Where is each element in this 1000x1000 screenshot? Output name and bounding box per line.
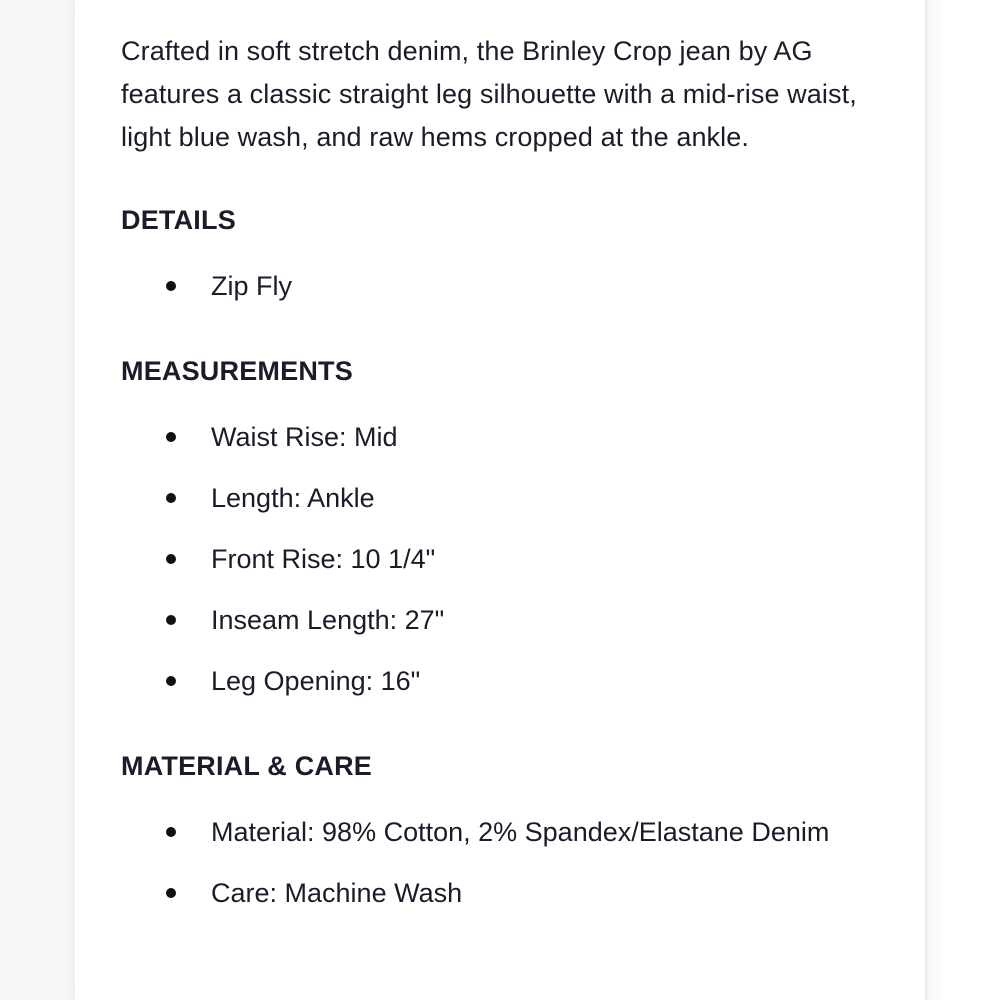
bullet-icon	[166, 888, 176, 898]
bullet-icon	[166, 493, 176, 503]
product-details	[121, 28, 901, 923]
measurements-list	[121, 406, 901, 711]
list-item-text: Waist Rise: Mid	[211, 421, 398, 452]
list-item	[121, 255, 901, 316]
material-care-heading: MATERIAL & CARE	[121, 751, 372, 781]
list-item	[121, 862, 901, 923]
left-margin	[0, 0, 75, 1000]
list-item	[121, 406, 901, 467]
list-item-text: Length: Ankle	[211, 482, 375, 513]
list-item-text: Inseam Length: 27"	[211, 604, 445, 635]
bullet-icon	[166, 432, 176, 442]
bullet-icon	[166, 554, 176, 564]
list-item-text: Material: 98% Cotton, 2% Spandex/Elastane Denim	[211, 816, 830, 847]
list-item-text: Front Rise: 10 1/4"	[211, 543, 436, 574]
bullet-icon	[166, 615, 176, 625]
list-item	[121, 801, 901, 862]
right-margin	[925, 0, 1000, 1000]
material-care-list	[121, 801, 901, 923]
list-item-text: Care: Machine Wash	[211, 877, 463, 908]
details-heading: DETAILS	[121, 205, 236, 235]
list-item	[121, 650, 901, 711]
bullet-icon	[166, 281, 176, 291]
list-item-text: Zip Fly	[211, 270, 292, 301]
list-item	[121, 528, 901, 589]
product-description: Crafted in soft stretch denim, the Brinley Crop jean by AG features a classic straight leg silhouette with a mid-rise waist, light blue wash, and raw hems cropped at the ankle.	[121, 36, 857, 152]
measurements-heading: MEASUREMENTS	[121, 356, 353, 386]
details-list	[121, 255, 901, 316]
list-item	[121, 589, 901, 650]
list-item	[121, 467, 901, 528]
bullet-icon	[166, 676, 176, 686]
list-item-text: Leg Opening: 16"	[211, 665, 421, 696]
bullet-icon	[166, 827, 176, 837]
